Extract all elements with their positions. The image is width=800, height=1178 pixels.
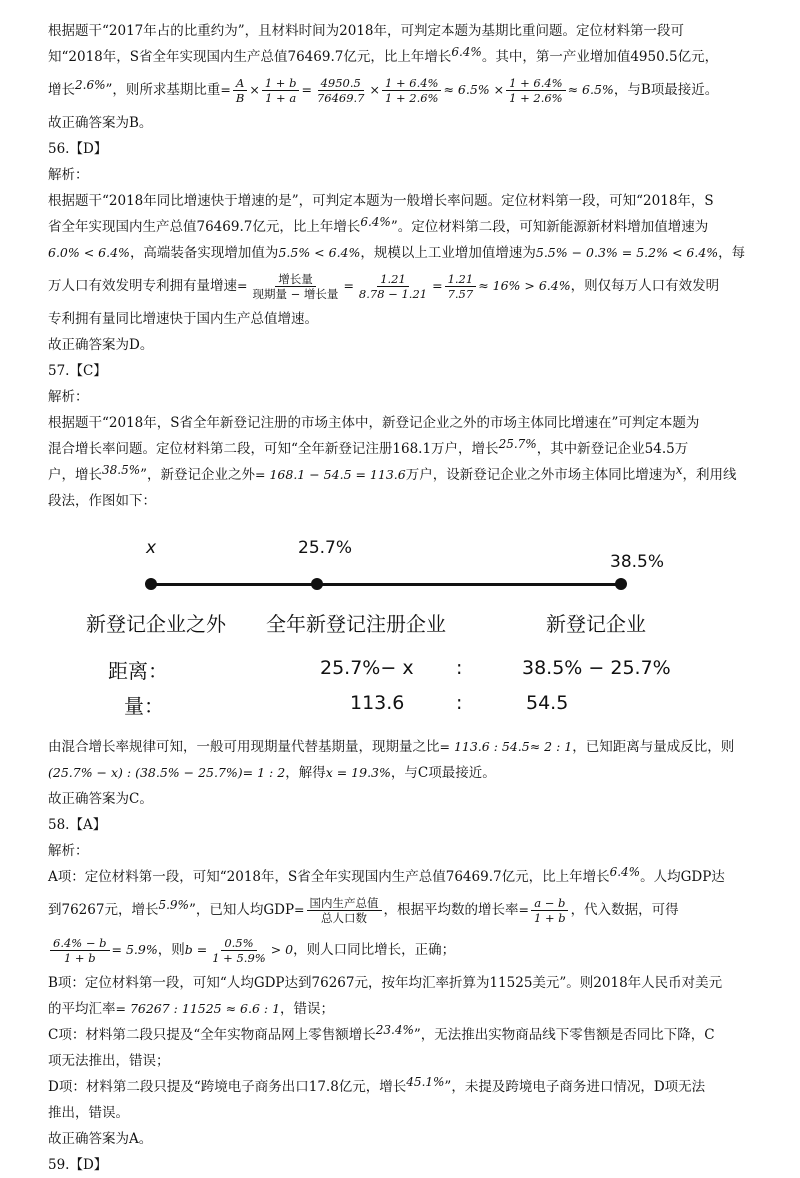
text-line: 段法，作图如下： (48, 493, 156, 509)
paragraph-text: ，与B项最接近。 (613, 82, 719, 98)
quantity-label: 量： (124, 694, 164, 718)
math-inline: = (220, 82, 231, 97)
fraction: $\frac{A}{B}$ (233, 76, 247, 105)
text-line: 6.0% < 6.4%，高端装备实现增加值为5.5% < 6.4%，规模以上工业增加值增速为5.5% − 0.3% = 5.2% < 6.4%，每 (48, 245, 746, 261)
math-inline: 2.6% (75, 78, 106, 92)
text-line: 专利拥有量同比增速快于国内生产总值增速。 (48, 311, 318, 327)
math-inline: x (675, 463, 683, 477)
math-inline: × (249, 82, 260, 97)
math-inline: 5.5% < 6.4% (278, 245, 361, 260)
math-inline: 6.4% (451, 45, 482, 59)
text-line: D项：材料第二段只提及“跨境电子商务出口17.8亿元，增长45.1%”，未提及跨境电子商务进口情况，D项无法 (48, 1075, 706, 1095)
fraction: $\frac{a - b}{1 + b}$ (531, 896, 569, 925)
math-inline: 6.4% (609, 865, 641, 879)
text-line: A项：定位材料第一段，可知“2018年，S省全年实现国内生产总值76469.7亿元，比上年增长6.4%。人均GDP达 (48, 865, 725, 885)
answer-line: 故正确答案为D。 (48, 337, 154, 353)
fraction: $\frac{\text{增长量}}{\text{现期量 − 增长量}}$ (252, 271, 339, 301)
math-inline: × (369, 82, 380, 97)
document-page (48, 18, 756, 1178)
math-inline: 25.7% (498, 437, 537, 451)
distance-colon: : (456, 657, 463, 679)
fraction: $\frac{1.21}{8.78 - 1.21}$ (358, 271, 428, 301)
math-inline: ≈ 16% > 6.4% (478, 278, 571, 293)
math-inline: (25.7% − x) : (38.5% − 25.7%)= 1 : 2 (48, 765, 286, 780)
fraction: $\frac{1 + 6.4\%}{1 + 2.6\%}$ (506, 76, 565, 105)
text-line: 混合增长率问题。定位材料第二段，可知“全年新登记注册168.1万户，增长25.7%，其中新登记企业54.5万 (48, 437, 689, 457)
math-inline: 23.4% (375, 1023, 414, 1037)
paragraph-text: 知“2018年，S省全年实现国内生产总值76469.7亿元，比上年增长 (48, 49, 452, 65)
math-inline: > 0 (270, 942, 294, 957)
math-inline: ≈ 6.5% × (443, 82, 505, 97)
math-inline: = (301, 82, 312, 97)
fraction: $\frac{0.5\%}{1 + 5.9\%}$ (212, 935, 266, 965)
text-line: 根据题干“2018年同比增速快于增速的是”，可判定本题为一般增长率问题。定位材料第一段，可知“2018年，S (48, 193, 714, 209)
fraction: $\frac{4950.5}{76469.7}$ (316, 75, 365, 105)
math-inline: 38.5% (102, 463, 141, 477)
analysis-label: 解析： (48, 389, 89, 405)
question-number: 59.【D】 (48, 1157, 108, 1173)
text-line: $\frac{6.4\% - b}{1 + b}$ = 5.9% ，则 b = $\frac{0.5\%}{1 + 5.9\%}$ > 0 ，则人口同比增长，正确； (48, 930, 756, 970)
category-right: 新登记企业 (546, 612, 646, 636)
math-inline: ≈ 6.5% (567, 82, 614, 97)
analysis-label: 解析： (48, 843, 89, 859)
text-line: 推出，错误。 (48, 1105, 129, 1121)
fraction: $\frac{1.21}{7.57}$ (445, 272, 477, 301)
quantity-right: 54.5 (526, 692, 569, 714)
segment-line (151, 583, 621, 586)
math-inline: = 168.1 − 54.5 = 113.6 (255, 467, 406, 482)
distance-left: 25.7%− x (320, 657, 414, 679)
fraction: $\frac{1 + b}{1 + a}$ (262, 76, 300, 105)
text-line: 的平均汇率= 76267 : 11525 ≈ 6.6 : 1，错误； (48, 1001, 335, 1017)
text-line: 项无法推出，错误； (48, 1053, 170, 1069)
quantity-left: 113.6 (350, 692, 405, 714)
answer-line: 故正确答案为B。 (48, 115, 153, 131)
segment-point-right (615, 578, 627, 590)
text-line: 省全年实现国内生产总值76469.7亿元，比上年增长6.4%”。定位材料第二段，可知新能源新材料增加值增速为 (48, 215, 709, 235)
question-number: 56.【D】 (48, 141, 108, 157)
fraction: $\frac{1 + 6.4\%}{1 + 2.6\%}$ (382, 76, 441, 105)
text-line (48, 18, 756, 44)
paragraph-text: 增长 (48, 82, 75, 98)
text-line: 到76267元，增长 5.9% ”，已知人均GDP = $\frac{\text{国内生产总值}}{\text{总人口数}}$ ，根据平均数的增长率 = $\frac{a - b}{1 + b}$ ，代入数据，可得 (48, 895, 679, 925)
text-line: 根据题干“2018年，S省全年新登记注册的市场主体中，新登记企业之外的市场主体同比增速在”可判定本题为 (48, 415, 700, 431)
diagram-x-label: x (146, 538, 157, 558)
category-left: 新登记企业之外 (86, 612, 226, 636)
diagram-mid-label: 25.7% (298, 538, 353, 558)
text-line: 户，增长38.5%”，新登记企业之外= 168.1 − 54.5 = 113.6万户，设新登记企业之外市场主体同比增速为x，利用线 (48, 463, 737, 483)
answer-line: 故正确答案为C。 (48, 791, 153, 807)
fraction: $\frac{\text{国内生产总值}}{\text{总人口数}}$ (307, 896, 382, 925)
question-number: 58.【A】 (48, 817, 107, 833)
answer-line: 故正确答案为A。 (48, 1131, 153, 1147)
math-inline: 5.9% (158, 898, 189, 912)
distance-right: 38.5% − 25.7% (522, 657, 671, 679)
text-line: C项：材料第二段只提及“全年实物商品网上零售额增长23.4%”，无法推出实物商品线下零售额是否同比下降，C (48, 1023, 715, 1043)
math-inline: b = (184, 942, 208, 957)
text-line: 万人口有效发明专利拥有量增速 = $\frac{\text{增长量}}{\text{现期量 − 增长量}}$ = $\frac{1.21}{8.78 - 1.21}$ = $\frac{1.21}{7.57}$ ≈ 16% > 6.4% ，则仅每万人口有效发明 (48, 271, 720, 301)
paragraph-text: ”，则所求基期比重 (105, 82, 221, 98)
math-inline: 45.1% (406, 1075, 445, 1089)
paragraph-text: 。其中，第一产业增加值4950.5亿元， (481, 49, 719, 65)
category-mid: 全年新登记注册企业 (266, 612, 446, 636)
math-inline: = 113.6 : 54.5≈ 2 : 1 (439, 739, 573, 754)
text-line: 由混合增长率规律可知，一般可用现期量代替基期量，现期量之比= 113.6 : 54.5≈ 2 : 1，已知距离与量成反比，则 (48, 739, 735, 755)
math-inline: 6.0% < 6.4% (48, 245, 130, 260)
question-number: 57.【C】 (48, 363, 107, 379)
distance-label: 距离： (108, 659, 168, 683)
text-line (48, 44, 756, 70)
math-inline: 6.4% (360, 215, 391, 229)
text-line (48, 70, 756, 110)
text-line: B项：定位材料第一段，可知“人均GDP达到76267元，按年均汇率折算为11525美元”。则2018年人民币对美元 (48, 975, 723, 991)
text-line: (25.7% − x) : (38.5% − 25.7%)= 1 : 2，解得x = 19.3%，与C项最接近。 (48, 765, 496, 781)
segment-point-left (145, 578, 157, 590)
math-inline: x = 19.3% (325, 765, 391, 780)
analysis-label: 解析： (48, 167, 89, 183)
paragraph-text: 根据题干“2017年占的比重约为”，且材料时间为2018年，可判定本题为基期比重问题。定位材料第一段可 (48, 23, 685, 39)
segment-point-mid (311, 578, 323, 590)
math-inline: = 5.9% (111, 942, 158, 957)
math-inline: 5.5% − 0.3% = 5.2% < 6.4% (535, 245, 719, 260)
diagram-right-label: 38.5% (610, 552, 665, 572)
quantity-colon: : (456, 692, 463, 714)
line-segment-diagram (48, 520, 756, 730)
fraction: $\frac{6.4\% - b}{1 + b}$ (50, 936, 110, 965)
math-inline: = 76267 : 11525 ≈ 6.6 : 1 (115, 1001, 281, 1016)
